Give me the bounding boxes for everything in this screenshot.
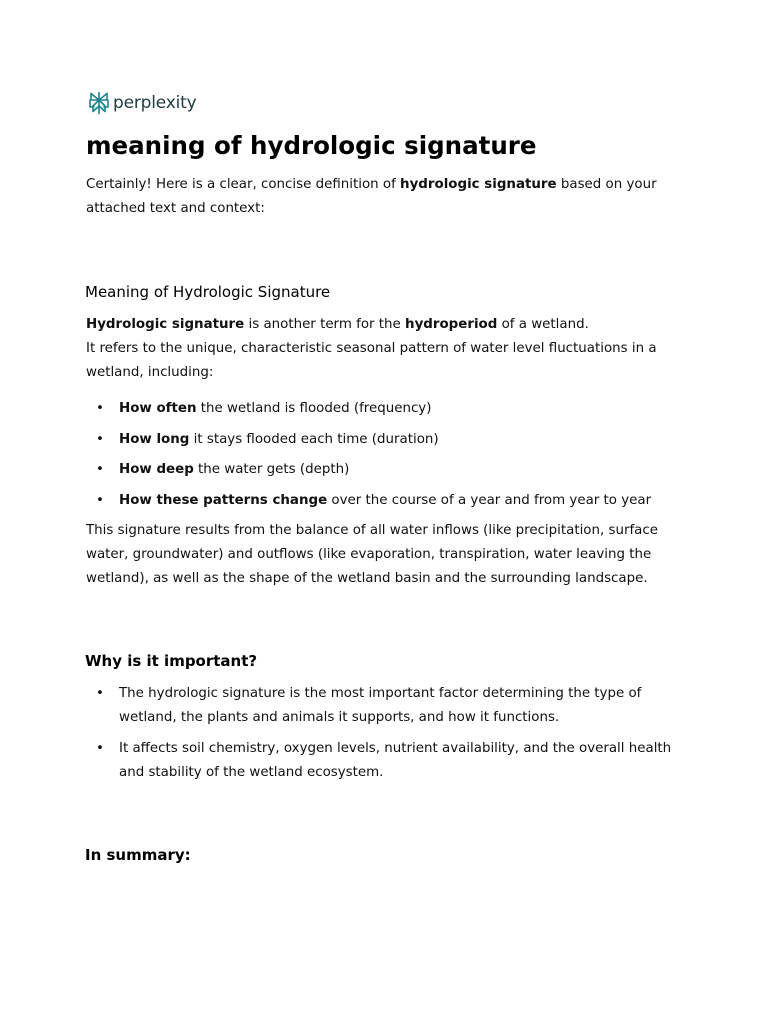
list-item-bold: How often — [119, 401, 197, 416]
page-title: meaning of hydrologic signature — [86, 131, 537, 160]
intro-paragraph — [86, 173, 686, 221]
bullet-icon: • — [96, 462, 104, 477]
bullet-icon: • — [96, 741, 104, 756]
definition-paragraph — [86, 313, 686, 385]
intro-text-end: based on your attached text and context: — [86, 177, 657, 216]
definition-bold-hydroperiod: hydroperiod — [405, 317, 498, 332]
list-item — [86, 397, 686, 428]
list-item — [86, 458, 686, 489]
summary-paragraph: This signature results from the balance of all water inflows (like precipitation, surface water, groundwater) and outflows (like evaporation, transpiration, water leaving the wetland), as well as the shape of the wetland basin and the surrounding landscape. — [86, 523, 658, 586]
characteristics-list — [86, 397, 686, 519]
list-item-text: over the course of a year and from year to year — [327, 492, 652, 508]
bullet-icon: • — [96, 686, 104, 701]
list-item-text: the water gets (depth) — [193, 462, 350, 477]
definition-bold-term: Hydrologic signature — [86, 317, 245, 332]
list-item — [86, 682, 686, 730]
perplexity-logo — [88, 90, 196, 116]
intro-text-start: Certainly! Here is a clear, concise definition of — [86, 177, 401, 192]
importance-list — [86, 682, 686, 785]
bullet-icon: • — [96, 431, 104, 447]
section-heading-importance: Why is it important? — [85, 652, 258, 670]
list-item — [86, 737, 686, 785]
section-heading-meaning: Meaning of Hydrologic Signature — [85, 283, 331, 301]
definition-text-end: of a wetland. — [497, 317, 589, 332]
definition-text-mid: is another term for the — [244, 317, 406, 332]
intro-bold-term: hydrologic signature — [400, 177, 557, 192]
list-item-text: The hydrologic signature is the most important factor determining the type of wetland, the plants and animals it supports, and how it functions. — [119, 686, 642, 725]
bullet-icon: • — [96, 492, 104, 508]
logo-wordmark: perplexity — [113, 93, 197, 113]
list-item-bold: How long — [119, 431, 190, 447]
definition-second-line: It refers to the unique, characteristic seasonal pattern of water level fluctuations in a wetland, including: — [86, 341, 657, 380]
list-item-bold: How these patterns change — [119, 492, 328, 508]
list-item-bold: How deep — [119, 462, 194, 477]
list-item-text: the wetland is flooded (frequency) — [196, 401, 432, 416]
list-item-text: It affects soil chemistry, oxygen levels, nutrient availability, and the overall health and stability of the wetland ecosystem. — [119, 741, 672, 780]
list-item-text: it stays flooded each time (duration) — [189, 431, 439, 447]
list-item — [86, 489, 686, 520]
perplexity-logo-icon — [88, 91, 110, 115]
section-heading-summary: In summary: — [85, 846, 191, 864]
list-item — [86, 428, 686, 459]
bullet-icon: • — [96, 401, 104, 416]
